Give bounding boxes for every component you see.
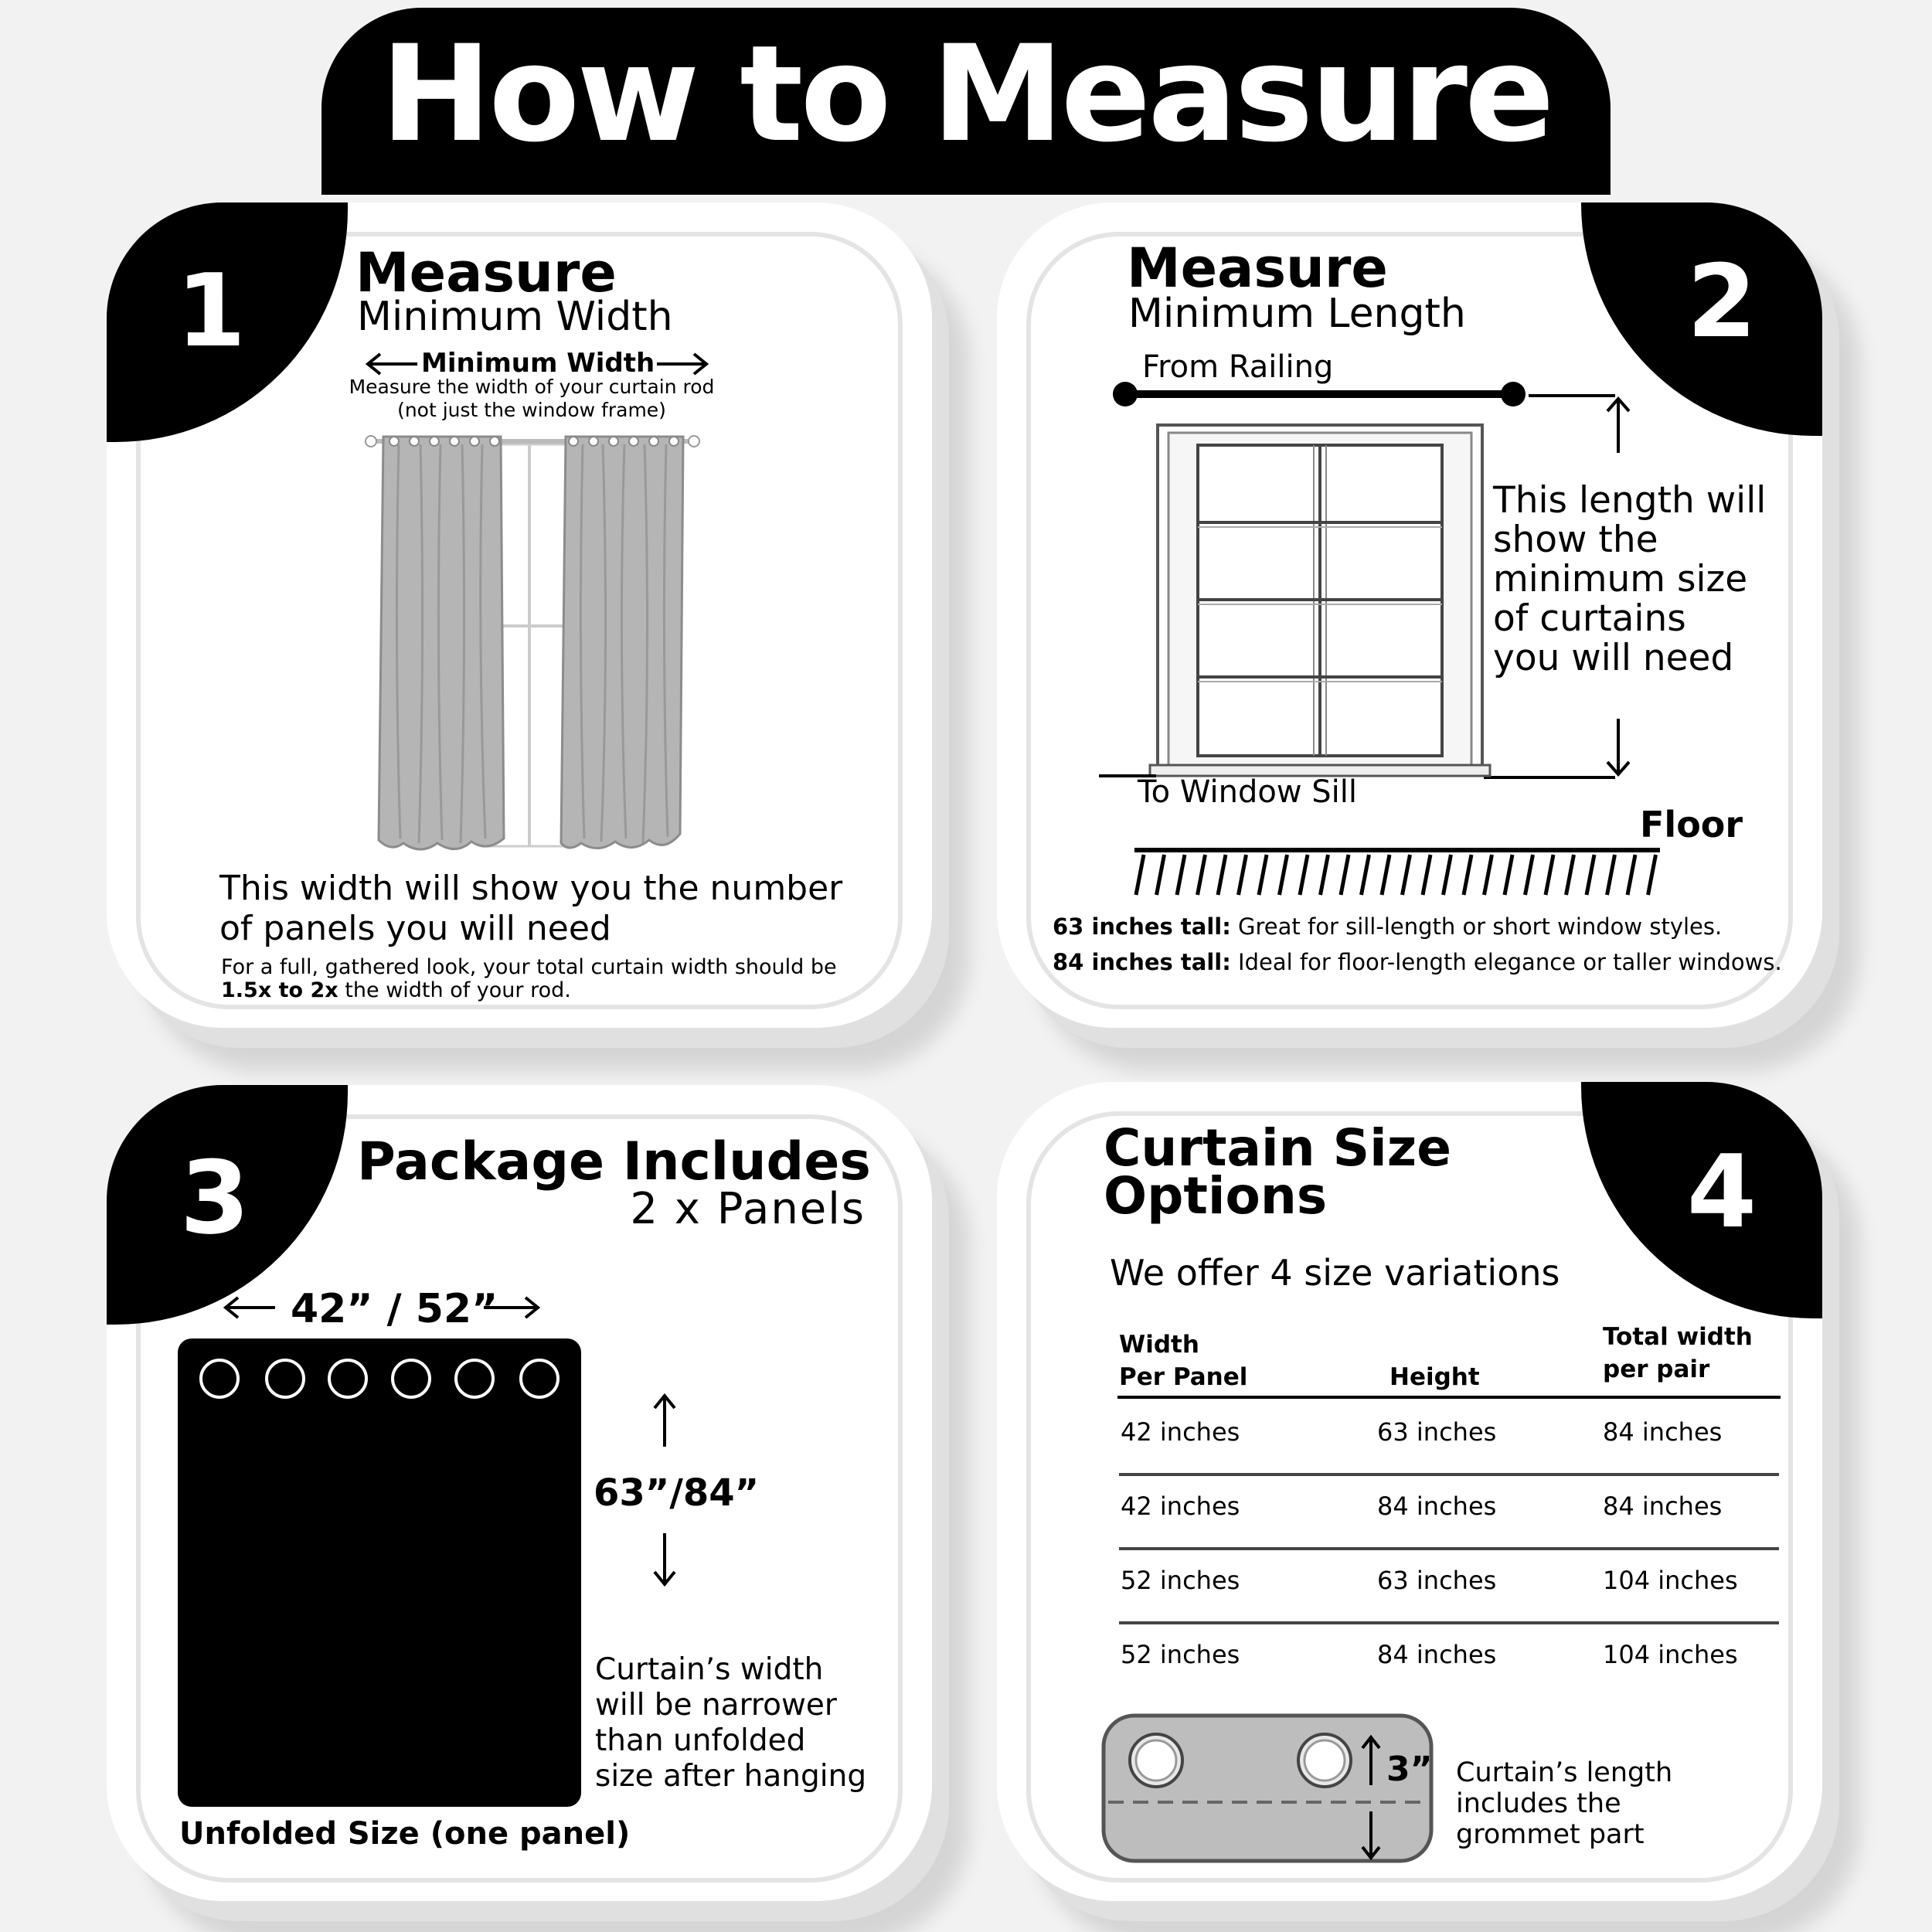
floor-hatch-mark — [1464, 855, 1471, 895]
card3-title: Package Includes — [357, 1131, 871, 1192]
floor-label: Floor — [1640, 804, 1743, 845]
length-text-2: show the — [1493, 519, 1658, 561]
floor-hatch-mark — [1526, 855, 1533, 895]
grommet-note-1: Curtain’s length — [1456, 1757, 1673, 1788]
card4-title-line2: Options — [1104, 1166, 1328, 1226]
floor-hatch-mark — [1300, 855, 1308, 895]
length-text-5: you will need — [1493, 637, 1734, 679]
table-row — [1119, 1621, 1779, 1696]
floor-hatch-mark — [1321, 855, 1328, 895]
floor-hatch-mark — [1382, 855, 1389, 895]
cell-total: 104 inches — [1603, 1566, 1738, 1595]
cell-width: 52 inches — [1121, 1640, 1240, 1669]
step-number: 2 — [1686, 243, 1757, 360]
card1-small-line1: For a full, gathered look, your total curtain width should be — [221, 955, 837, 979]
rod-note-line2: (not just the window frame) — [397, 399, 666, 421]
cell-total: 84 inches — [1603, 1417, 1723, 1447]
cell-total: 104 inches — [1603, 1640, 1738, 1669]
floor-hatch-mark — [1648, 855, 1656, 895]
from-railing-label: From Railing — [1142, 349, 1334, 385]
floor-hatch-mark — [1607, 855, 1615, 895]
floor-hatch-mark — [1157, 855, 1165, 895]
floor-hatch-mark — [1403, 855, 1410, 895]
length-text-3: minimum size — [1493, 558, 1748, 600]
floor-hatch-mark — [1444, 855, 1451, 895]
card1-body-line2: of panels you will need — [219, 909, 611, 948]
window-sill-label: To Window Sill — [1138, 774, 1357, 810]
table-row — [1119, 1547, 1779, 1624]
min-width-label: Minimum Width — [421, 348, 655, 379]
th-width-1: Width — [1119, 1331, 1199, 1359]
cell-height: 63 inches — [1377, 1566, 1497, 1595]
floor-hatch-mark — [1566, 855, 1574, 895]
panel-height-label: 63”/84” — [594, 1471, 760, 1515]
size-intro: We offer 4 size variations — [1110, 1252, 1560, 1294]
card2-subtitle: Minimum Length — [1128, 291, 1466, 337]
table-row — [1119, 1399, 1779, 1476]
card2-title: Measure — [1127, 236, 1388, 300]
length-text-1: This length will — [1493, 479, 1767, 522]
floor-hatch-mark — [1587, 855, 1594, 895]
floor-hatch-mark — [1280, 855, 1287, 895]
floor-hatch-mark — [1362, 855, 1369, 895]
width-note-2: will be narrower — [595, 1688, 837, 1723]
width-note-1: Curtain’s width — [595, 1652, 824, 1687]
cell-height: 63 inches — [1377, 1417, 1497, 1447]
ratio-text: the width of your rod. — [338, 978, 571, 1002]
ratio-highlight: 1.5x to 2x — [221, 978, 338, 1002]
step-number: 4 — [1686, 1133, 1757, 1250]
floor-hatch-mark — [1485, 855, 1492, 895]
cell-height: 84 inches — [1377, 1640, 1497, 1669]
grommet-note-2: includes the — [1456, 1788, 1621, 1819]
option-84-text: Ideal for floor-length elegance or taller windows. — [1230, 949, 1782, 975]
cell-total: 84 inches — [1603, 1492, 1723, 1521]
th-height: Height — [1389, 1363, 1480, 1391]
card1-small-line2 — [221, 978, 571, 1002]
length-text-4: of curtains — [1493, 597, 1686, 640]
option-84-label: 84 inches tall: — [1053, 949, 1231, 975]
th-total-2: per pair — [1603, 1355, 1710, 1383]
option-63-label: 63 inches tall: — [1053, 913, 1231, 940]
rod-note-line1: Measure the width of your curtain rod — [349, 376, 715, 398]
panel-width-label: 42” / 52” — [291, 1286, 498, 1332]
th-total-1: Total width — [1603, 1323, 1753, 1351]
floor-hatch-mark — [1628, 855, 1635, 895]
grommet-size-label: 3” — [1386, 1750, 1433, 1789]
cell-width: 42 inches — [1121, 1417, 1240, 1447]
floor-hatch-mark — [1341, 855, 1349, 895]
panel-caption: Unfolded Size (one panel) — [179, 1816, 631, 1852]
width-note-4: size after hanging — [595, 1759, 867, 1794]
floor-hatch-mark — [1423, 855, 1430, 895]
option-63-text: Great for sill-length or short window styles. — [1230, 913, 1723, 940]
grommet-note-3: grommet part — [1456, 1819, 1645, 1850]
card3-subtitle: 2 x Panels — [630, 1184, 866, 1234]
floor-hatch-mark — [1218, 855, 1226, 895]
floor-hatch-mark — [1505, 855, 1512, 895]
option-63 — [1053, 913, 1722, 940]
cell-width: 42 inches — [1121, 1492, 1240, 1521]
cell-height: 84 inches — [1377, 1492, 1497, 1521]
curtain-illustration — [363, 429, 703, 869]
option-84 — [1053, 949, 1782, 975]
card1-subtitle: Minimum Width — [357, 294, 673, 340]
width-note-3: than unfolded — [595, 1723, 806, 1758]
step-number: 1 — [175, 252, 247, 369]
floor-hatch-mark — [1259, 855, 1267, 895]
th-width-2: Per Panel — [1119, 1363, 1248, 1391]
step-number: 3 — [179, 1139, 250, 1257]
grommet-rings-icon — [178, 1338, 581, 1431]
card4-title-line1: Curtain Size — [1104, 1118, 1451, 1178]
card1-body-line1: This width will show you the number — [219, 869, 843, 908]
cell-width: 52 inches — [1121, 1566, 1240, 1595]
floor-hatch-mark — [1239, 855, 1247, 895]
card1-title: Measure — [355, 241, 617, 304]
floor-hatch-mark — [1546, 855, 1553, 895]
page-title: How to Measure — [380, 16, 1552, 172]
floor-hatch-mark — [1136, 855, 1144, 895]
floor-hatch-mark — [1177, 855, 1185, 895]
table-row — [1119, 1473, 1779, 1550]
floor-hatch-mark — [1198, 855, 1206, 895]
